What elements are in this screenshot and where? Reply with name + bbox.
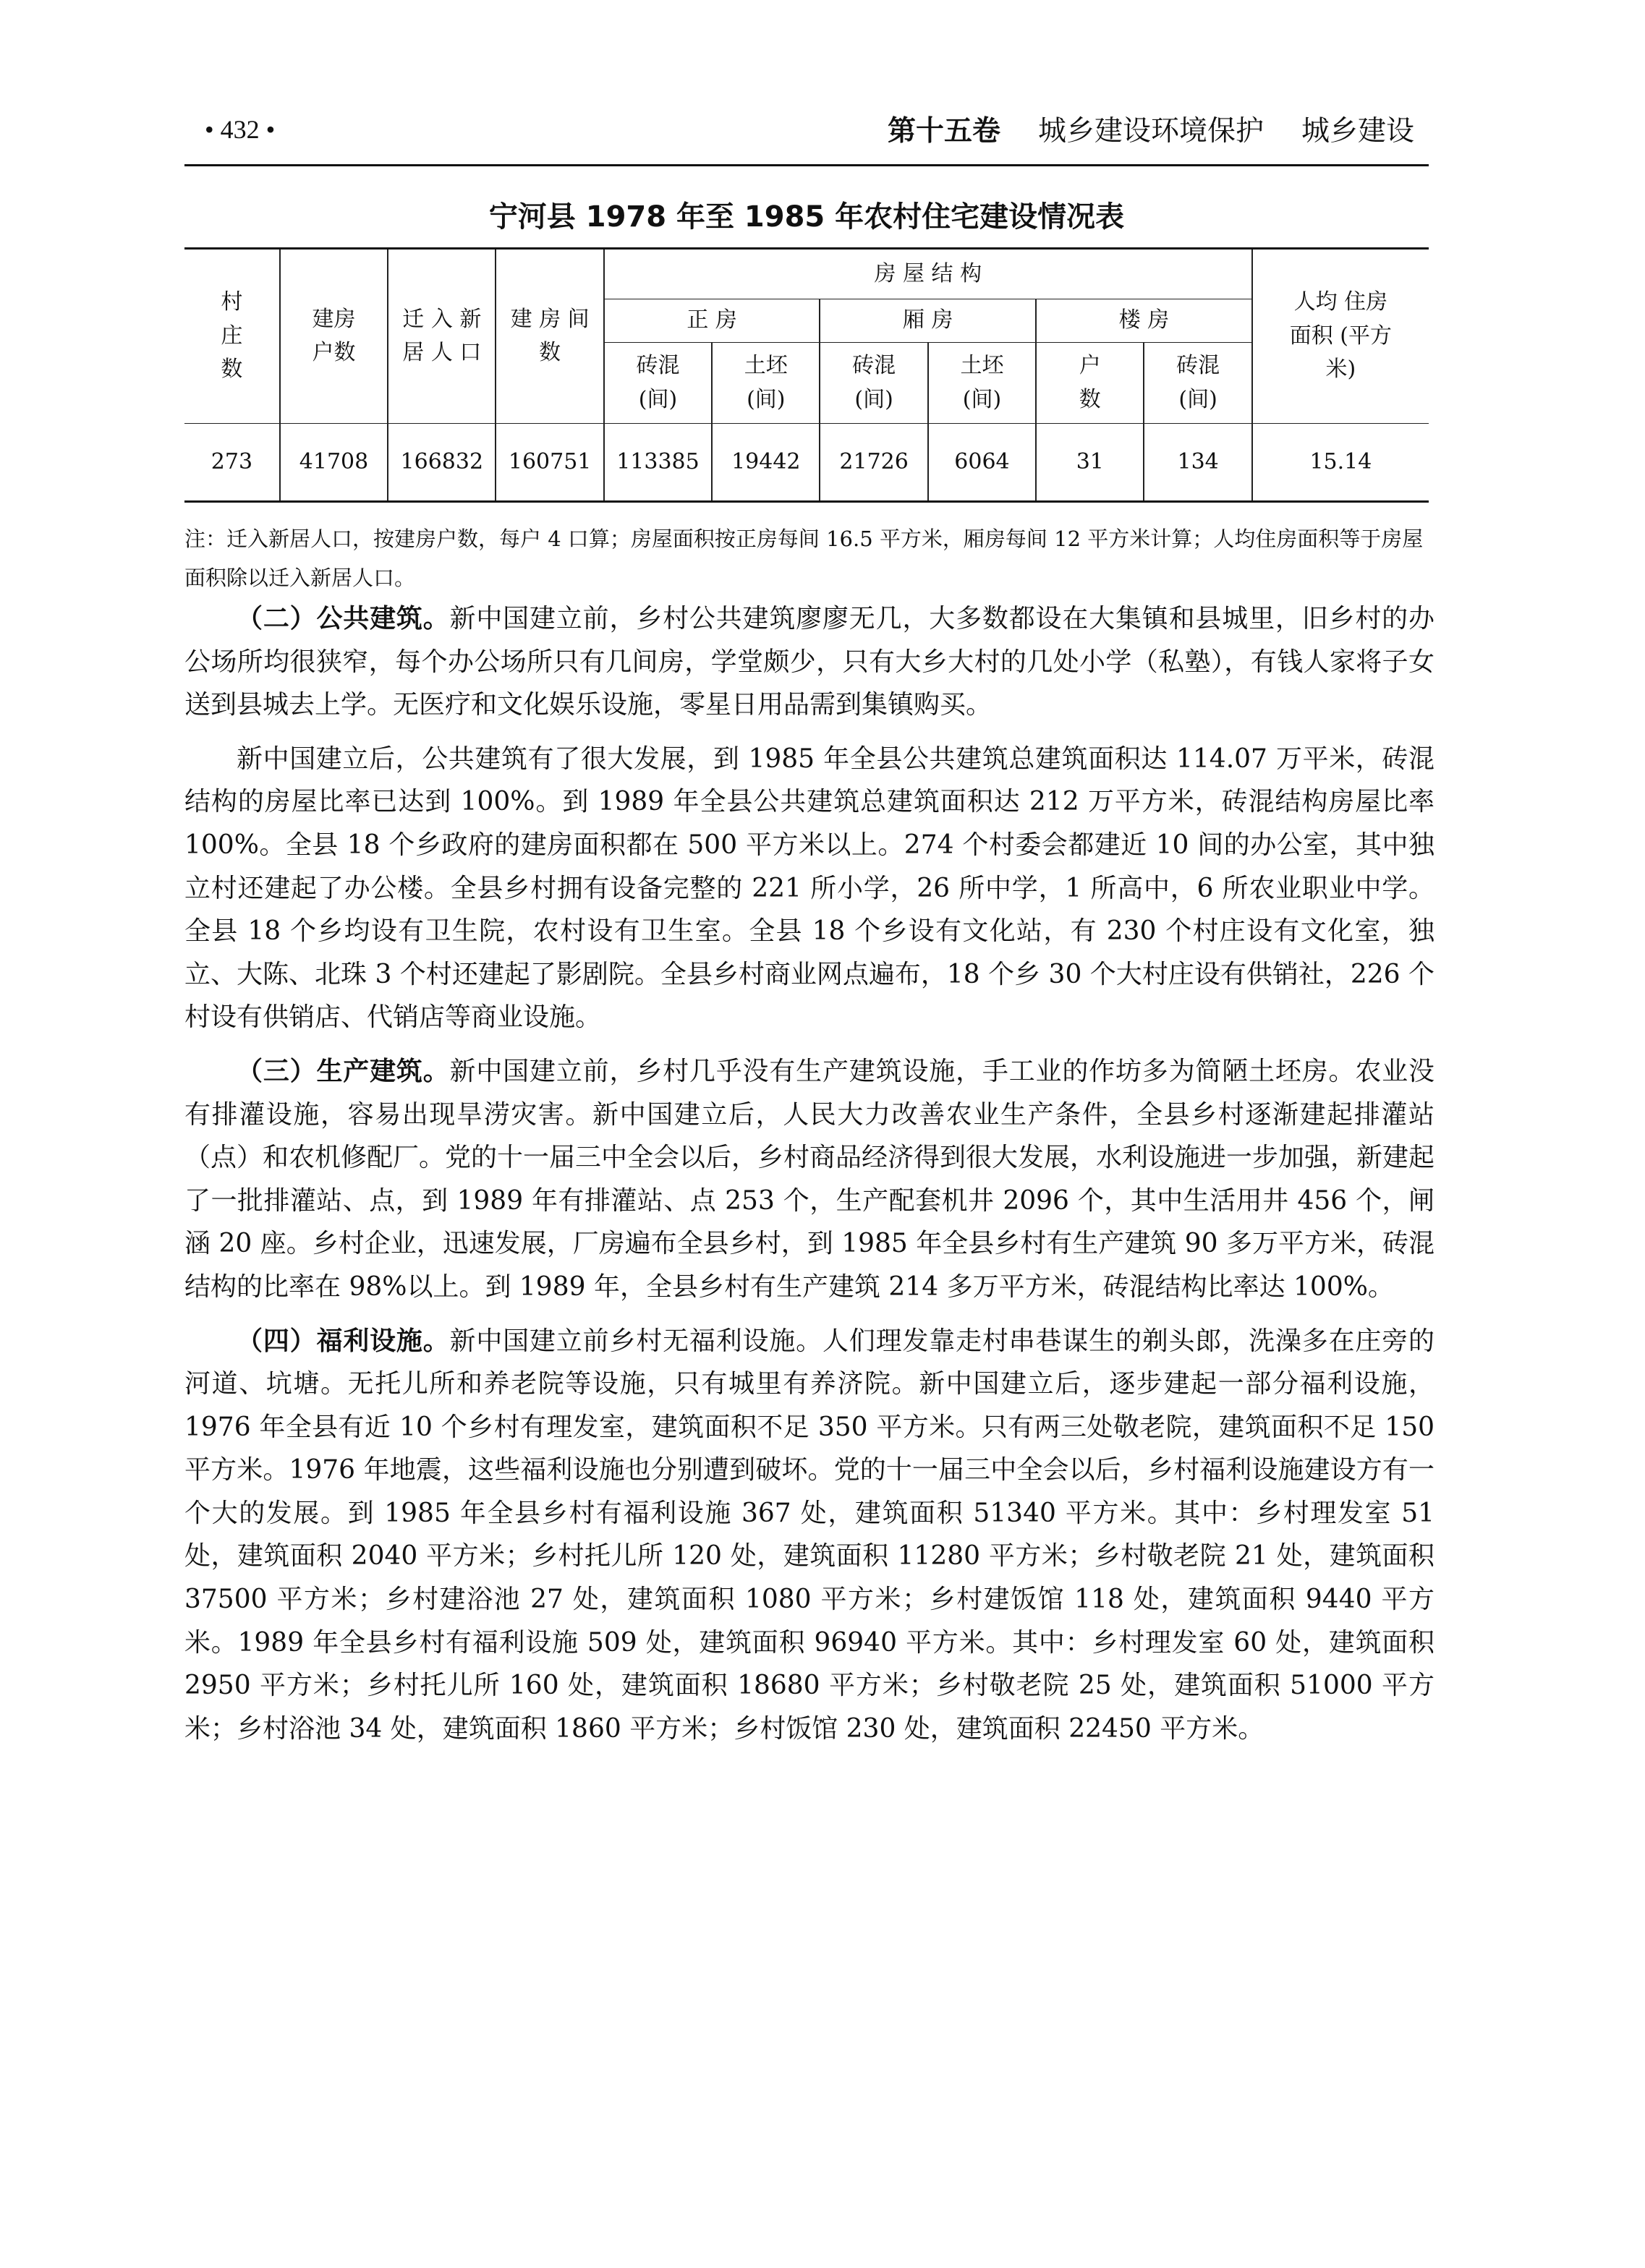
table-cell: 273 bbox=[184, 424, 280, 502]
header-building-households: 户 数 bbox=[1036, 343, 1144, 424]
header-building: 楼 房 bbox=[1036, 299, 1252, 343]
header-wing-house: 厢 房 bbox=[820, 299, 1036, 343]
table-note: 注：迁入新居人口，按建房户数，每户 4 口算；房屋面积按正房每间 16.5 平方米，厢房每间 12 平方米计算；人均住房面积等于房屋面积除以迁入新居人口。 bbox=[184, 526, 1424, 590]
header-main-house: 正 房 bbox=[604, 299, 820, 343]
chapter-label: 城乡建设 bbox=[1301, 115, 1414, 148]
header-per-capita: 人均 住房 面积 (平方米) bbox=[1252, 249, 1429, 424]
table-cell: 21726 bbox=[820, 424, 927, 502]
paragraph-lead: （三）生产建筑。 bbox=[237, 1056, 450, 1086]
volume-label: 第十五卷 bbox=[887, 115, 1000, 148]
section-label: 城乡建设环境保护 bbox=[1037, 115, 1264, 148]
header-building-brick: 砖混 (间) bbox=[1144, 343, 1251, 424]
table-cell: 31 bbox=[1036, 424, 1144, 502]
paragraph-public-development bbox=[184, 738, 1434, 1039]
header-main-earth: 土坯 (间) bbox=[712, 343, 820, 424]
table-cell: 41708 bbox=[280, 424, 388, 502]
paragraph-lead: （二）公共建筑。 bbox=[237, 604, 450, 634]
header-main-brick: 砖混 (间) bbox=[604, 343, 712, 424]
running-head bbox=[888, 108, 1414, 149]
header-villages: 村 庄 数 bbox=[184, 249, 280, 424]
header-structure: 房 屋 结 构 bbox=[604, 249, 1252, 299]
paragraph-welfare-facilities bbox=[184, 1320, 1434, 1751]
paragraph-production-buildings bbox=[184, 1050, 1434, 1309]
page-header bbox=[184, 108, 1429, 166]
paragraph-public-buildings bbox=[184, 597, 1434, 727]
page-number: • 432 • bbox=[205, 115, 276, 144]
header-rooms: 建 房 间 数 bbox=[496, 249, 603, 424]
paragraph-text: 新中国建立前，乡村几乎没有生产建筑设施，手工业的作坊多为简陋土坯房。农业没有排灌设施，容易出现旱涝灾害。新中国建立后，人民大力改善农业生产条件，全县乡村逐渐建起排灌站（点）和农机修配厂。党的十一届三中全会以后，乡村商品经济得到很大发展，水利设施进一步加强，新建起了一批排灌站、点，到 1989 年有排灌站、点 253 个，生产配套机井 2096 个，其中生活用井 456 个，闸涵 20 座。乡村企业，迅速发展，厂房遍布全县乡村，到 1985 年全县乡村有生产建筑 90 多万平方米，砖混结构的比率在 98%以上。到 1989 年，全县乡村有生产建筑 214 多万平方米，砖混结构比率达 100%。 bbox=[184, 1056, 1435, 1302]
table-cell: 15.14 bbox=[1252, 424, 1429, 502]
paragraph-text: 新中国建立前乡村无福利设施。人们理发靠走村串巷谋生的剃头郎，洗澡多在庄旁的河道、坑塘。无托儿所和养老院等设施，只有城里有养济院。新中国建立后，逐步建起一部分福利设施，1976 年全县有近 10 个乡村有理发室，建筑面积不足 350 平方米。只有两三处敬老院，建筑面积不足 150 平方米。1976 年地震，这些福利设施也分别遭到破坏。党的十一届三中全会以后，乡村福利设施建设方有一个大的发展。到 1985 年全县乡村有福利设施 367 处，建筑面积 51340 平方米。其中：乡村理发室 51 处，建筑面积 2040 平方米；乡村托儿所 120 处，建筑面积 11280 平方米；乡村敬老院 21 处，建筑面积 37500 平方米；乡村建浴池 27 处，建筑面积 1080 平方米；乡村建饭馆 118 处，建筑面积 9440 平方米。1989 年全县乡村有福利设施 509 处，建筑面积 96940 平方米。其中：乡村理发室 60 处，建筑面积 2950 平方米；乡村托儿所 160 处，建筑面积 18680 平方米；乡村敬老院 25 处，建筑面积 51000 平方米；乡村浴池 34 处，建筑面积 1860 平方米；乡村饭馆 230 处，建筑面积 22450 平方米。 bbox=[184, 1326, 1434, 1744]
housing-table bbox=[184, 247, 1429, 503]
header-wing-brick: 砖混 (间) bbox=[820, 343, 927, 424]
table-cell: 134 bbox=[1144, 424, 1251, 502]
header-new-residents: 迁 入 新 居 人 口 bbox=[388, 249, 496, 424]
header-rule bbox=[184, 164, 1429, 166]
table-cell: 113385 bbox=[604, 424, 712, 502]
header-wing-earth: 土坯 (间) bbox=[928, 343, 1036, 424]
table-cell: 160751 bbox=[496, 424, 603, 502]
table-cell: 19442 bbox=[712, 424, 820, 502]
paragraph-text: 新中国建立前，乡村公共建筑廖廖无几，大多数都设在大集镇和县城里，旧乡村的办公场所均很狭窄，每个办公场所只有几间房，学堂颇少，只有大乡大村的几处小学（私塾），有钱人家将子女送到县城去上学。无医疗和文化娱乐设施，零星日用品需到集镇购买。 bbox=[184, 604, 1434, 720]
table-title: 宁河县 1978 年至 1985 年农村住宅建设情况表 bbox=[488, 200, 1125, 234]
table-cell: 166832 bbox=[388, 424, 496, 502]
paragraph-text: 新中国建立后，公共建筑有了很大发展，到 1985 年全县公共建筑总建筑面积达 114.07 万平米，砖混结构的房屋比率已达到 100%。到 1989 年全县公共建筑总建筑面积达 212 万平方米，砖混结构房屋比率 100%。全县 18 个乡政府的建房面积都在 500 平方米以上。274 个村委会都建近 10 间的办公室，其中独立村还建起了办公楼。全县乡村拥有设备完整的 221 所小学，26 所中学，1 所高中，6 所农业职业中学。全县 18 个乡均设有卫生院，农村设有卫生室。全县 18 个乡设有文化站，有 230 个村庄设有文化室，独立、大陈、北珠 3 个村还建起了影剧院。全县乡村商业网点遍布，18 个乡 30 个大村庄设有供销社，226 个村设有供销店、代销店等商业设施。 bbox=[184, 743, 1434, 1033]
header-households: 建房 户数 bbox=[280, 249, 388, 424]
paragraph-lead: （四）福利设施。 bbox=[237, 1326, 450, 1356]
body-text bbox=[184, 597, 1434, 1761]
table-cell: 6064 bbox=[928, 424, 1036, 502]
